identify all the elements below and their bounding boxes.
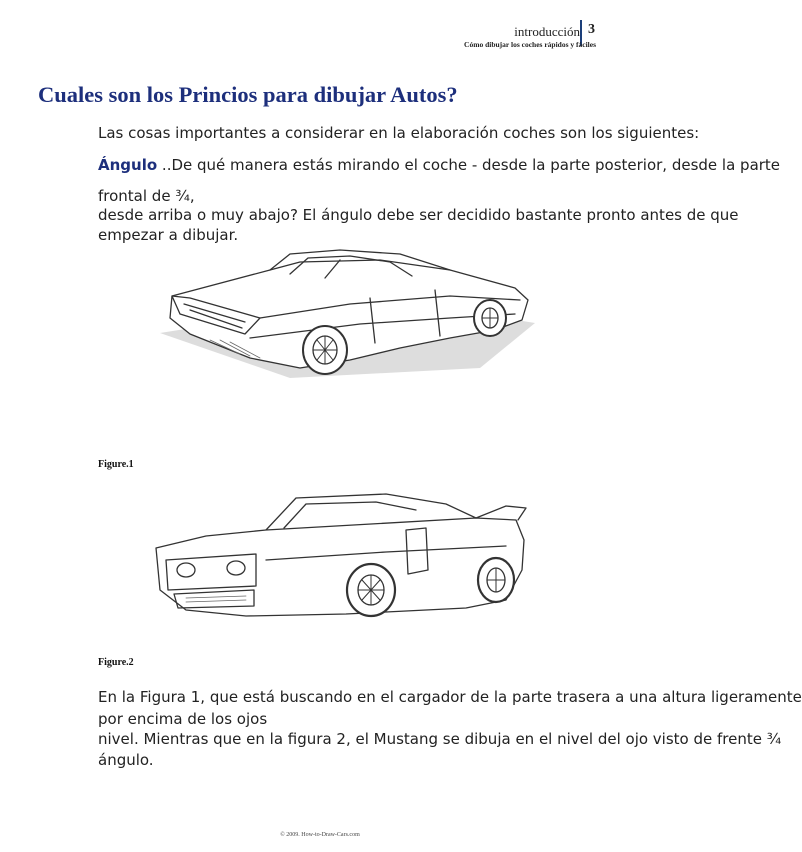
page-heading: Cuales son los Princios para dibujar Autos? (38, 82, 458, 107)
angle-text-4: empezar a dibujar. (98, 226, 239, 244)
header-section-title: introducción (514, 24, 580, 39)
angle-text-1: ..De qué manera estás mirando el coche - desde la parte posterior, desde la parte (157, 156, 781, 174)
figure-2-caption: Figure.2 (98, 657, 134, 668)
figure-2-car-sketch (146, 490, 532, 622)
figure-1-car-sketch (150, 248, 540, 398)
closing-line-1: En la Figura 1, que está buscando en el cargador de la parte trasera a una altura ligeramente (98, 688, 802, 706)
intro-text: Las cosas importantes a considerar en la elaboración coches son los siguientes: (98, 124, 700, 142)
angle-text-3: desde arriba o muy abajo? El ángulo debe ser decidido bastante pronto antes de que (98, 206, 739, 224)
closing-line-4: ángulo. (98, 751, 154, 769)
angle-paragraph-line-1 (98, 156, 780, 174)
page-number: 3 (588, 22, 595, 37)
closing-line-2: por encima de los ojos (98, 710, 268, 728)
header-subtitle: Cómo dibujar los coches rápidos y fáciles (464, 40, 596, 49)
angle-keyword: Ángulo (98, 156, 158, 174)
angle-text-2: frontal de ¾, (98, 187, 195, 205)
footer-copyright: © 2009. How-to-Draw-Cars.com (280, 832, 360, 838)
closing-line-3: nivel. Mientras que en la figura 2, el Mustang se dibuja en el nivel del ojo visto de frente ¾ (98, 730, 782, 748)
figure-1-caption: Figure.1 (98, 459, 134, 470)
